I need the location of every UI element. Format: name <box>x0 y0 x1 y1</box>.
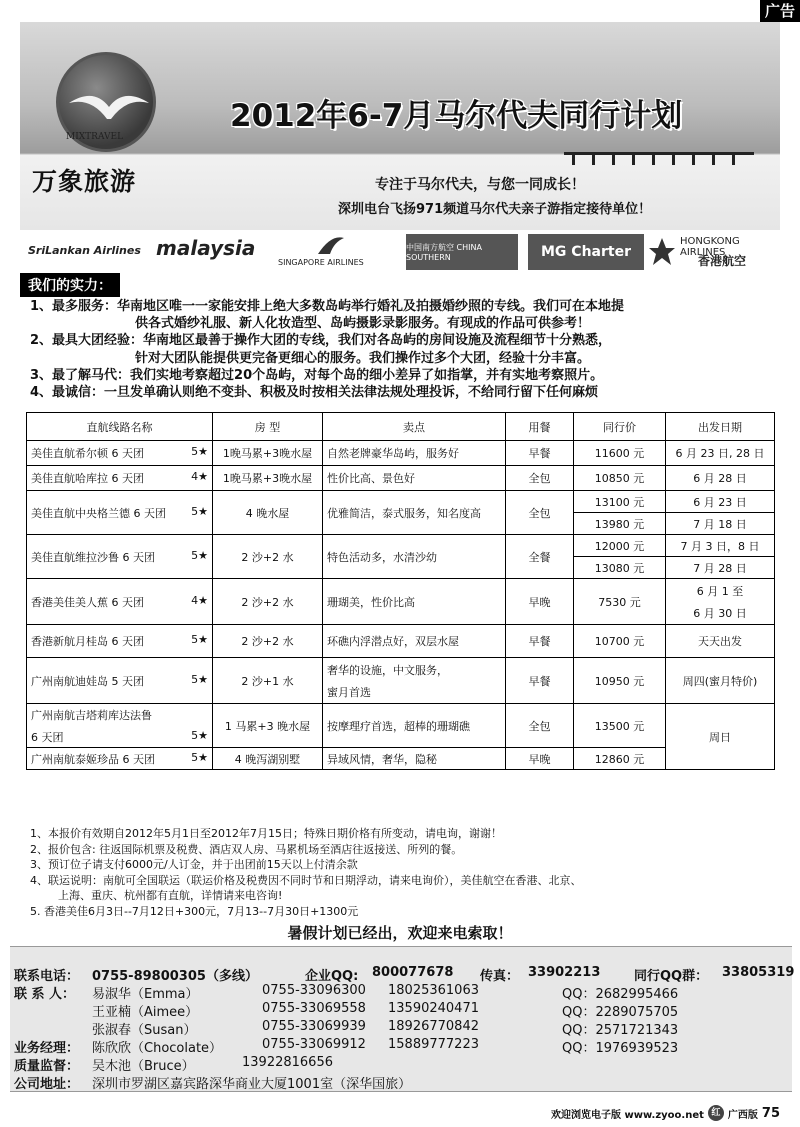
selling-point: 特色活动多，水清沙幼 <box>323 535 506 579</box>
summer-plan-notice: 暑假计划已经出，欢迎来电索取！ <box>287 924 513 942</box>
company-qq-label: 企业QQ: <box>305 969 359 984</box>
strength-heading: 我们的实力： <box>20 273 120 297</box>
route-name: 美佳直航维拉沙鲁 6 天团 5★ <box>27 535 213 579</box>
departure-date: 7 月 3 日，8 日 <box>666 535 775 557</box>
china-southern-logo: 中国南方航空 CHINA SOUTHERN <box>406 234 518 270</box>
selling-point: 自然老牌豪华岛屿，服务好 <box>323 441 506 466</box>
water-villa-pier-icon <box>564 150 754 166</box>
fax: 33902213 <box>528 965 601 980</box>
strength-item: 1、最多服务：华南地区唯一一家能安排上绝大多数岛屿举行婚礼及拍摄婚纱照的专线。我们可在本地提 <box>30 299 625 314</box>
price: 13500 元 <box>574 704 666 748</box>
contact-person-tel: 0755-33069558 <box>262 1001 366 1016</box>
airline-logos <box>20 232 780 274</box>
table-row <box>27 625 775 658</box>
price: 13080 元 <box>574 557 666 579</box>
strength-item: 4、最诚信：一旦发单确认则绝不变卦、积极及时按相关法律法规处理投诉，不给同行留下任何麻烦 <box>30 385 599 401</box>
selling-point: 奢华的设施，中文服务， 蜜月首选 <box>323 658 506 704</box>
col-header-date: 出发日期 <box>666 413 775 441</box>
slogan-secondary: 深圳电台飞扬971频道马尔代夫亲子游指定接待单位！ <box>338 202 652 217</box>
contact-person-mobile: 18025361063 <box>388 983 479 998</box>
contact-person-tel: 0755-33069939 <box>262 1019 366 1034</box>
price: 10850 元 <box>574 466 666 491</box>
contact-person-qq: QQ：2289075705 <box>562 1005 679 1020</box>
departure-date: 7 月 18 日 <box>666 513 775 535</box>
route-name: 香港美佳美人蕉 6 天团 4★ <box>27 579 213 625</box>
route-name: 广州南航迪娃岛 5 天团 5★ <box>27 658 213 704</box>
footer-website-text: 欢迎浏览电子版 www.zyoo.net <box>550 1109 704 1121</box>
logo-english-text: MIXTRAVEL <box>66 132 124 142</box>
table-row <box>27 658 775 704</box>
meal: 早餐 <box>506 658 574 704</box>
contact-person-mobile: 15889777223 <box>388 1037 479 1052</box>
departure-date: 周四(蜜月特价) <box>666 658 775 704</box>
meal: 早晚 <box>506 748 574 770</box>
company-address: 深圳市罗湖区嘉宾路深华商业大厦1001室（深华国旅） <box>92 1077 412 1092</box>
price: 12000 元 <box>574 535 666 557</box>
note-item: 3、预订位子请支付6000元/人订金，并于出团前15天以上付清余款 <box>30 858 358 871</box>
hongkong-airlines-en: HONGKONG AIRLINES <box>680 236 740 258</box>
business-manager-label: 业务经理： <box>14 1041 80 1056</box>
room-type: 2 沙+2 水 <box>213 535 323 579</box>
peer-qq-group-label: 同行QQ群： <box>634 969 709 984</box>
note-item: 5. 香港美佳6月3日--7月12日+300元，7月13--7月30日+1300元 <box>30 904 359 918</box>
singapore-airlines-logo: SINGAPORE AIRLINES <box>278 258 364 267</box>
meal: 早晚 <box>506 579 574 625</box>
strength-item-cont: 供各式婚纱礼服、新人化妆造型、岛屿摄影录影服务。有现成的作品可供参考！ <box>135 316 591 332</box>
company-address-label: 公司地址： <box>14 1077 80 1092</box>
table-row <box>27 579 775 625</box>
company-qq: 800077678 <box>372 965 454 980</box>
contact-person-mobile: 13922816656 <box>242 1055 333 1070</box>
col-header-price: 同行价 <box>574 413 666 441</box>
ad-tag: 广告 <box>760 0 800 22</box>
contact-person-name: 吴木池（Bruce） <box>92 1059 195 1074</box>
price: 13980 元 <box>574 513 666 535</box>
table-row <box>27 704 775 748</box>
room-type: 2 沙+1 水 <box>213 658 323 704</box>
contact-person-qq: QQ：1976939523 <box>562 1041 679 1056</box>
page-number: 75 <box>761 1105 780 1121</box>
contact-person-qq: QQ：2571721343 <box>562 1023 679 1038</box>
route-name: 美佳直航哈库拉 6 天团 4★ <box>27 466 213 491</box>
selling-point: 性价比高、景色好 <box>323 466 506 491</box>
meal: 全包 <box>506 491 574 535</box>
departure-date: 周日 <box>666 704 775 770</box>
contact-person-qq: QQ：2682995466 <box>562 987 679 1002</box>
departure-date: 6 月 1 至 6 月 30 日 <box>666 579 775 625</box>
contact-person-tel: 0755-33069912 <box>262 1037 366 1052</box>
meal: 早餐 <box>506 441 574 466</box>
contact-person-label: 联 系 人： <box>14 987 76 1002</box>
room-type: 2 沙+2 水 <box>213 579 323 625</box>
room-type: 4 晚泻湖别墅 <box>213 748 323 770</box>
meal: 全包 <box>506 704 574 748</box>
room-type: 1晚马累+3晚水屋 <box>213 441 323 466</box>
col-header-selling-point: 卖点 <box>323 413 506 441</box>
contact-person-mobile: 13590240471 <box>388 1001 479 1016</box>
srilankan-airlines-logo: SriLankan Airlines <box>28 244 141 257</box>
departure-date: 天天出发 <box>666 625 775 658</box>
quality-supervisor-label: 质量监督： <box>14 1059 80 1074</box>
note-item-cont: 上海、重庆、杭州都有直航，详情请来电咨询! <box>58 889 283 902</box>
hongkong-airlines-cn: 香港航空 <box>698 254 747 268</box>
note-item: 4、联运说明：南航可全国联运（联运价格及税费因不同时节和日期浮动，请来电询价），美佳航空在香港、北京、 <box>30 873 582 887</box>
meal: 早餐 <box>506 625 574 658</box>
strength-item-cont: 针对大团队能提供更完备更细心的服务。我们操作过多个大团，经验十分丰富。 <box>135 350 591 366</box>
table-row <box>27 441 775 466</box>
route-name: 广州南航吉塔莉库达法鲁 6 天团 5★ <box>27 704 213 748</box>
peer-qq-group: 33805319 <box>722 965 795 980</box>
table-row <box>27 491 775 513</box>
contact-person-name: 陈欣欣（Chocolate） <box>92 1041 223 1056</box>
price: 11600 元 <box>574 441 666 466</box>
table-header-row <box>27 413 775 441</box>
hongkong-airlines-flower-icon <box>648 236 676 268</box>
contact-person-name: 易淑华（Emma） <box>92 987 199 1002</box>
meal: 全餐 <box>506 535 574 579</box>
selling-point: 按摩理疗首选，超棒的珊瑚礁 <box>323 704 506 748</box>
route-name: 美佳直航希尔顿 6 天团 5★ <box>27 441 213 466</box>
note-item: 1、本报价有效期自2012年5月1日至2012年7月15日；特殊日期价格有所变动，请电询，谢谢！ <box>30 827 502 840</box>
strength-item: 3、最了解马代：我们实地考察超过20个岛屿，对每个岛的细小差异了如指掌，并有实地考察照片。 <box>30 367 604 383</box>
notes-list <box>30 826 780 919</box>
route-name: 广州南航泰姬珍品 6 天团 5★ <box>27 748 213 770</box>
price: 10700 元 <box>574 625 666 658</box>
col-header-meal: 用餐 <box>506 413 574 441</box>
mg-charter-logo: MG Charter <box>528 234 644 270</box>
selling-point: 优雅简洁，泰式服务，知名度高 <box>323 491 506 535</box>
col-header-route: 直航线路名称 <box>27 413 213 441</box>
contact-person-name: 张淑春（Susan） <box>92 1023 197 1038</box>
departure-date: 6 月 23 日, 28 日 <box>666 441 775 466</box>
contact-panel <box>10 946 795 1092</box>
room-type: 4 晚水屋 <box>213 491 323 535</box>
singapore-bird-icon <box>316 234 346 256</box>
contact-person-name: 王亚楠（Aimee） <box>92 1005 199 1020</box>
contact-phone: 0755-89800305（多线） <box>92 969 258 984</box>
routes-table <box>26 412 775 770</box>
contact-person-mobile: 18926770842 <box>388 1019 479 1034</box>
page-title: 2012年6-7月马尔代夫同行计划 <box>230 98 683 134</box>
price: 13100 元 <box>574 491 666 513</box>
selling-point: 珊瑚美，性价比高 <box>323 579 506 625</box>
room-type: 1晚马累+3晚水屋 <box>213 466 323 491</box>
publication-logo-icon: 红 <box>708 1105 724 1121</box>
selling-point: 环礁内浮潜点好，双层水屋 <box>323 625 506 658</box>
departure-date: 6 月 28 日 <box>666 466 775 491</box>
strength-item: 2、最具大团经验：华南地区最善于操作大团的专线，我们对各岛屿的房间设施及流程细节十分熟悉， <box>30 333 612 349</box>
route-name: 香港新航月桂岛 6 天团 5★ <box>27 625 213 658</box>
table-row <box>27 748 775 770</box>
strength-list <box>30 298 780 401</box>
selling-point: 异域风情，奢华，隐秘 <box>323 748 506 770</box>
note-item: 2、报价包含: 往返国际机票及税费、酒店双人房、马累机场至酒店往返接送、所列的餐。 <box>30 842 463 856</box>
banner <box>20 22 780 230</box>
table-row <box>27 466 775 491</box>
page-footer <box>551 1105 780 1121</box>
room-type: 1 马累+3 晚水屋 <box>213 704 323 748</box>
price: 12860 元 <box>574 748 666 770</box>
malaysia-airlines-logo: malaysia <box>156 236 256 260</box>
bird-logo-icon <box>69 85 149 125</box>
logo-chinese-text: 万象旅游 <box>32 167 137 196</box>
route-name: 美佳直航中央格兰德 6 天团 5★ <box>27 491 213 535</box>
footer-edition: 广西版 <box>727 1109 758 1121</box>
price: 7530 元 <box>574 579 666 625</box>
price: 10950 元 <box>574 658 666 704</box>
slogan-primary: 专注于马尔代夫，与您一同成长！ <box>375 177 585 193</box>
contact-phone-label: 联系电话： <box>14 969 80 984</box>
contact-person-tel: 0755-33096300 <box>262 983 366 998</box>
meal: 全包 <box>506 466 574 491</box>
fax-label: 传真： <box>480 969 520 984</box>
departure-date: 6 月 23 日 <box>666 491 775 513</box>
table-row <box>27 535 775 557</box>
col-header-room: 房 型 <box>213 413 323 441</box>
room-type: 2 沙+2 水 <box>213 625 323 658</box>
departure-date: 7 月 28 日 <box>666 557 775 579</box>
section-divider <box>20 276 780 278</box>
